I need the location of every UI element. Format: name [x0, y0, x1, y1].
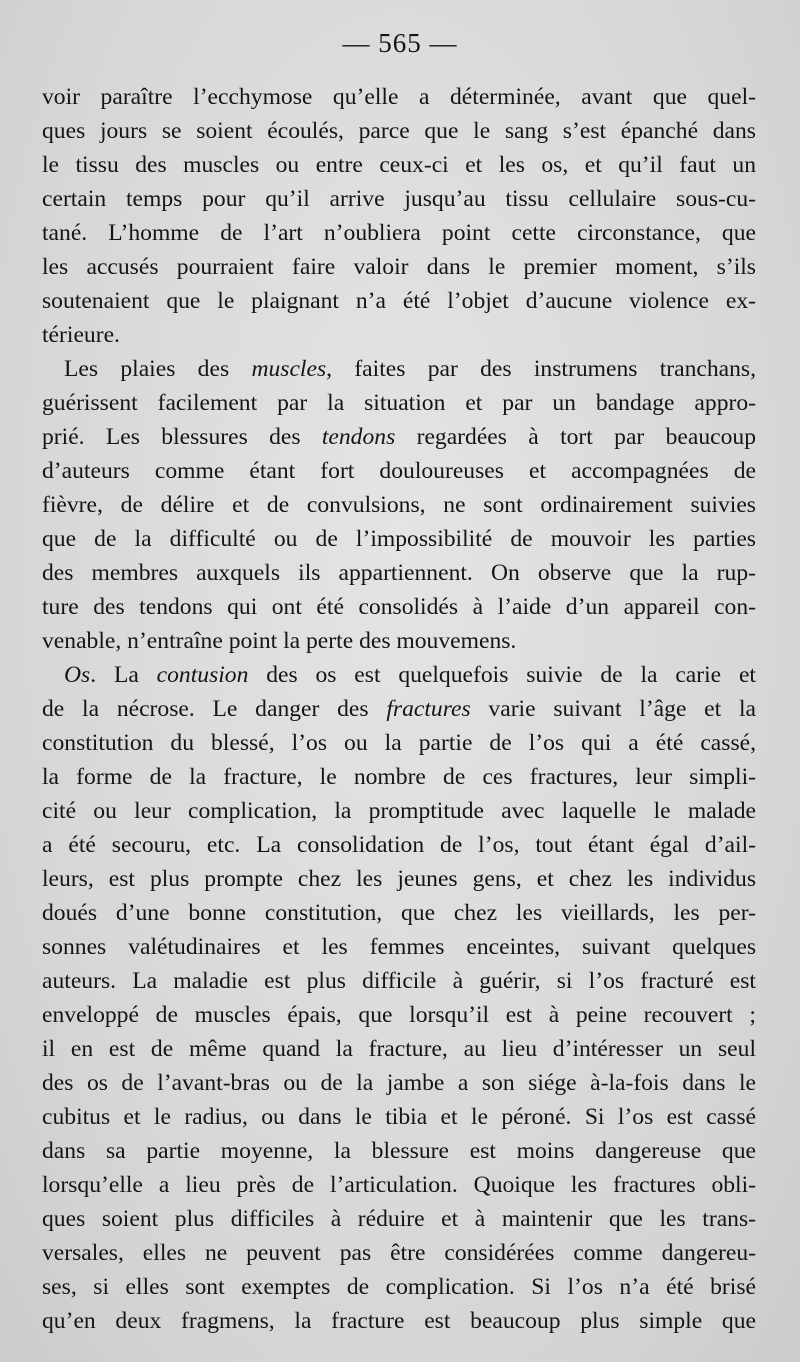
text-line: constitution du blessé, l’os ou la partie de l’os qui a été cassé, [42, 730, 756, 756]
text-line: les accusés pourraient faire valoir dans le premier moment, s’ils [42, 254, 756, 280]
text-line: que de la difficulté ou de l’impossibilité de mouvoir les parties [42, 526, 756, 552]
text-segment: Les plaies des [64, 356, 252, 382]
text-line: des membres auxquels ils appartiennent. On observe que la rup- [42, 560, 756, 586]
text-line: a été secouru, etc. La consolidation de l’os, tout étant égal d’ail- [42, 832, 756, 858]
italic-term: muscles [251, 356, 327, 382]
text-line: cubitus et le radius, ou dans le tibia et le péroné. Si l’os est cassé [42, 1104, 756, 1130]
text-line: sonnes valétudinaires et les femmes enceintes, suivant quelques [42, 934, 756, 960]
text-line: dans sa partie moyenne, la blessure est moins dangereuse que [42, 1138, 756, 1164]
text-segment: de la nécrose. Le danger des [42, 696, 387, 722]
text-line: d’auteurs comme étant fort douloureuses et accompagnées de [42, 458, 756, 484]
page-number: — 565 — [342, 28, 458, 58]
text-line: auteurs. La maladie est plus difficile à guérir, si l’os fracturé est [42, 968, 756, 994]
text-line: guérissent facilement par la situation et par un bandage appro- [42, 390, 756, 416]
text-line: ses, si elles sont exemptes de complication. Si l’os n’a été brisé [42, 1274, 756, 1300]
text-segment: , faites par des instrumens tranchans, [326, 356, 757, 382]
text-line: soutenaient que le plaignant n’a été l’objet d’aucune violence ex- [42, 288, 756, 314]
italic-term: contusion [156, 662, 249, 688]
text-line: fièvre, de délire et de convulsions, ne sont ordinairement suivies [42, 492, 756, 518]
text-line [42, 658, 756, 692]
text-line: il en est de même quand la fracture, au lieu d’intéresser un seul [42, 1036, 756, 1062]
body-text [42, 80, 756, 1338]
text-line [42, 420, 756, 454]
text-segment: des os est quelquefois suivie de la carie et [248, 662, 756, 688]
text-line: leurs, est plus prompte chez les jeunes gens, et chez les individus [42, 866, 756, 892]
text-line: qu’en deux fragmens, la fracture est beaucoup plus simple que [42, 1308, 756, 1334]
text-line: ques soient plus difficiles à réduire et à maintenir que les trans- [42, 1206, 756, 1232]
text-segment: varie suivant l’âge et la [470, 696, 756, 722]
text-segment: prié. Les blessures des [42, 424, 322, 450]
text-line [42, 692, 756, 726]
text-line: voir paraître l’ecchymose qu’elle a déterminée, avant que quel- [42, 84, 756, 110]
text-line: tané. L’homme de l’art n’oubliera point cette circonstance, que [42, 220, 756, 246]
italic-term: Os [64, 662, 91, 688]
text-segment: regardées à tort par beaucoup [395, 424, 756, 450]
text-line: le tissu des muscles ou entre ceux-ci et les os, et qu’il faut un [42, 152, 756, 178]
text-line: cité ou leur complication, la promptitude avec laquelle le malade [42, 798, 756, 824]
text-line: versales, elles ne peuvent pas être considérées comme dangereu- [42, 1240, 756, 1266]
text-line: ture des tendons qui ont été consolidés à l’aide d’un appareil con- [42, 594, 756, 620]
text-line: térieure. [42, 322, 120, 348]
text-line: venable, n’entraîne point la perte des mouvemens. [42, 628, 517, 654]
text-line: des os de l’avant-bras ou de la jambe a son siége à-la-fois dans le [42, 1070, 756, 1096]
text-line [42, 352, 756, 386]
text-line: ques jours se soient écoulés, parce que le sang s’est épanché dans [42, 118, 756, 144]
text-line: la forme de la fracture, le nombre de ces fractures, leur simpli- [42, 764, 756, 790]
italic-term: fractures [386, 696, 471, 722]
text-line: doués d’une bonne constitution, que chez les vieillards, les per- [42, 900, 756, 926]
text-line: lorsqu’elle a lieu près de l’articulation. Quoique les fractures obli- [42, 1172, 756, 1198]
italic-term: tendons [321, 424, 396, 450]
text-line: certain temps pour qu’il arrive jusqu’au tissu cellulaire sous-cu- [42, 186, 756, 212]
text-segment: . La [90, 662, 157, 688]
text-line: enveloppé de muscles épais, que lorsqu’il est à peine recouvert ; [42, 1002, 756, 1028]
